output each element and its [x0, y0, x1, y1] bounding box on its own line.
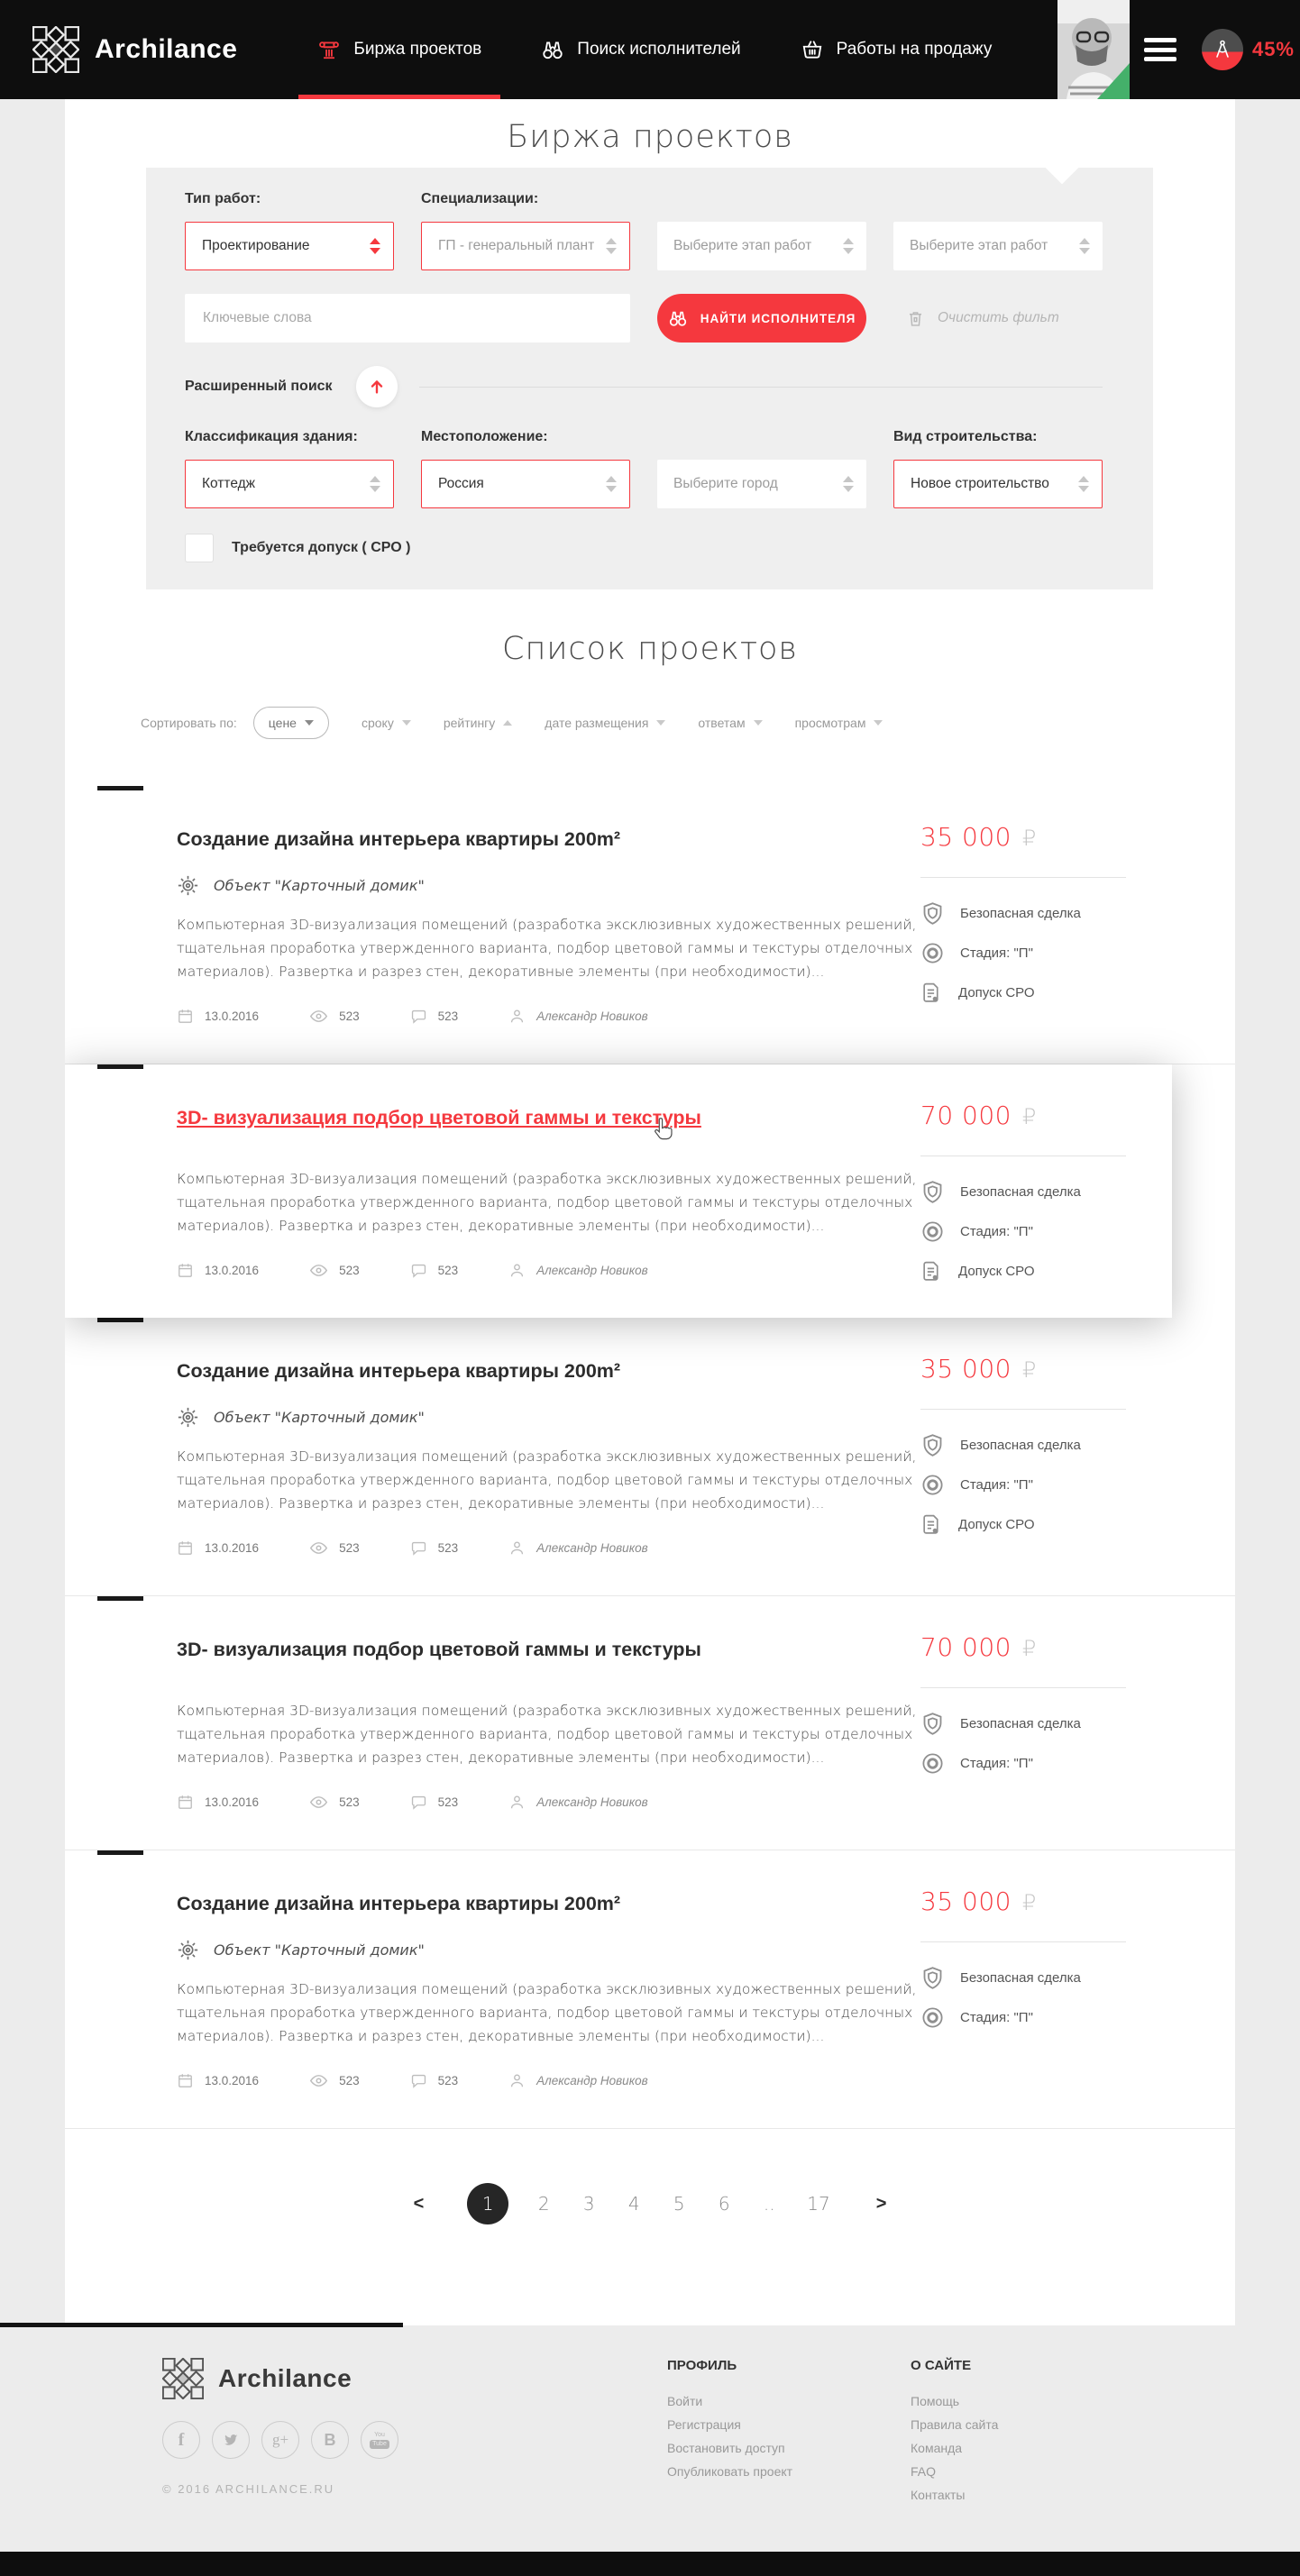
- project-meta: [177, 1793, 1127, 1812]
- project-author: Александр Новиков: [536, 1009, 648, 1023]
- badge-label: Стадия: "П": [960, 2010, 1033, 2025]
- facebook-icon[interactable]: f: [162, 2421, 200, 2459]
- project-comments: 523: [437, 1264, 459, 1277]
- project-badge: [920, 1751, 1146, 1776]
- project-description: Компьютерная 3D-визуализация помещений (разработка эксклюзивных художественных решений, тщательная проработка утвержденного варианта, подбор цветовой гаммы и текстуры отделочных материалов). Развертка и разрез стен, декоративные элементы (при необходимости)...: [177, 1703, 917, 1766]
- project-card: [65, 1850, 1235, 2129]
- find-button-label: НАЙТИ ИСПОЛНИТЕЛЯ: [700, 311, 856, 325]
- price-amount: 35 000: [920, 822, 1012, 852]
- comment-icon: [410, 1008, 427, 1025]
- project-date: 13.0.2016: [205, 2074, 260, 2087]
- project-object: Объект "Карточный домик": [214, 1409, 425, 1426]
- clear-filter-button[interactable]: [906, 309, 1059, 328]
- project-title[interactable]: Создание дизайна интерьера квартиры 200m²: [177, 1360, 621, 1382]
- select-arrows-icon: [599, 476, 617, 492]
- ruble-sign: ₽: [1021, 1636, 1037, 1661]
- comments-meta: [410, 1794, 459, 1811]
- views-meta: [309, 1261, 360, 1280]
- project-views: 523: [339, 1795, 360, 1809]
- building-class-value: Коттедж: [202, 476, 256, 491]
- pagination-page-5[interactable]: 5: [673, 2193, 685, 2215]
- calendar-icon: [177, 1539, 194, 1557]
- comments-meta: [410, 1008, 459, 1025]
- work-type-value: Проектирование: [202, 238, 310, 253]
- archilance-logo-icon: [162, 2358, 204, 2399]
- date-meta: [177, 1794, 259, 1811]
- author-meta[interactable]: [508, 1794, 648, 1811]
- sort-option-label: цене: [268, 716, 297, 730]
- comments-meta: [410, 1262, 459, 1279]
- nav-item-works-for-sale[interactable]: [782, 0, 1012, 99]
- project-card: [65, 786, 1235, 1064]
- sort-option-views[interactable]: [795, 716, 883, 730]
- menu-icon[interactable]: [1144, 38, 1176, 61]
- divider: [920, 877, 1126, 878]
- trash-icon: [906, 309, 925, 328]
- stage-icon: [920, 1473, 945, 1497]
- gear-icon: [177, 874, 199, 897]
- project-views: 523: [339, 2074, 360, 2087]
- project-price: [920, 1886, 1146, 1916]
- project-badge: [920, 1512, 1146, 1537]
- price-amount: 35 000: [920, 1354, 1012, 1384]
- pagination-page-2[interactable]: 2: [537, 2193, 550, 2215]
- ruble-sign: ₽: [1021, 1104, 1037, 1129]
- project-badges: [920, 1712, 1146, 1776]
- country-value: Россия: [438, 476, 484, 491]
- ruble-sign: ₽: [1021, 1357, 1037, 1383]
- clear-filter-label: Очистить фильт: [938, 310, 1059, 325]
- project-card-right: [920, 1354, 1146, 1552]
- pagination-page-6[interactable]: 6: [718, 2193, 730, 2215]
- badge-label: Допуск СРО: [958, 1517, 1035, 1532]
- sort-option-label: просмотрам: [794, 716, 866, 730]
- google-plus-icon[interactable]: g+: [261, 2421, 299, 2459]
- find-performer-button[interactable]: [657, 294, 866, 343]
- price-amount: 35 000: [920, 1886, 1012, 1916]
- badge-label: Безопасная сделка: [960, 1970, 1081, 1986]
- sort-bar: [141, 707, 1235, 739]
- sro-checkbox-label: Требуется допуск ( СРО ): [232, 540, 411, 555]
- badge-label: Стадия: "П": [960, 945, 1033, 961]
- footer-link-rules[interactable]: Правила сайта: [911, 2417, 999, 2432]
- calendar-icon: [177, 1794, 194, 1811]
- footer-brand-name: Archilance: [218, 2364, 352, 2392]
- shield-icon: [920, 1712, 945, 1736]
- project-date: 13.0.2016: [205, 1795, 260, 1809]
- construction-type-value: Новое строительство: [911, 476, 1049, 491]
- youtube-icon[interactable]: You Tube: [361, 2421, 398, 2459]
- project-meta: [177, 2071, 1127, 2090]
- price-amount: 70 000: [920, 1101, 1012, 1130]
- sort-option-date[interactable]: [545, 716, 665, 730]
- footer-link-login[interactable]: Войти: [667, 2394, 703, 2408]
- nav-label: Работы на продажу: [836, 40, 993, 59]
- project-views: 523: [339, 1009, 360, 1023]
- project-badge: [920, 1966, 1146, 1990]
- project-card: [65, 1318, 1235, 1596]
- project-views: 523: [339, 1541, 360, 1555]
- binoculars-icon: [541, 38, 564, 61]
- header: [0, 0, 1300, 99]
- project-description: Компьютерная 3D-визуализация помещений (разработка эксклюзивных художественных решений, тщательная проработка утвержденного варианта, подбор цветовой гаммы и текстуры отделочных материалов). Развертка и разрез стен, декоративные элементы (при необходимости)...: [177, 1981, 917, 2044]
- project-author: Александр Новиков: [536, 1795, 648, 1809]
- brand[interactable]: [32, 26, 237, 73]
- badge-label: Допуск СРО: [958, 1264, 1035, 1279]
- project-card-right: [920, 1632, 1146, 1791]
- shield-icon: [920, 1966, 945, 1990]
- project-card-right: [920, 1101, 1146, 1299]
- project-comments: 523: [437, 2074, 459, 2087]
- project-date: 13.0.2016: [205, 1264, 260, 1277]
- divider: [920, 1409, 1126, 1410]
- pagination-page-1[interactable]: 1: [467, 2183, 508, 2224]
- triangle-down-icon: [402, 720, 411, 726]
- advanced-search-label: Расширенный поиск: [185, 379, 333, 394]
- project-card: [65, 1596, 1235, 1850]
- select-arrows-icon: [362, 238, 380, 254]
- specialization-value: ГП - генеральный плант: [438, 238, 595, 253]
- city-select[interactable]: [657, 460, 866, 508]
- card-top-dash: [97, 1596, 143, 1601]
- shield-icon: [920, 1433, 945, 1457]
- project-price: [920, 1101, 1146, 1130]
- stage-icon: [920, 1751, 945, 1776]
- social-links: [162, 2421, 398, 2459]
- project-description: Компьютерная 3D-визуализация помещений (разработка эксклюзивных художественных решений, тщательная проработка утвержденного варианта, подбор цветовой гаммы и текстуры отделочных материалов). Развертка и разрез стен, декоративные элементы (при необходимости)...: [177, 1448, 917, 1512]
- location-label: Местоположение:: [421, 429, 548, 444]
- type-label: Тип работ:: [185, 191, 261, 206]
- eye-icon: [309, 1539, 328, 1557]
- triangle-down-icon: [754, 720, 763, 726]
- badge-label: Стадия: "П": [960, 1224, 1033, 1239]
- progress-percent: 45%: [1251, 38, 1295, 60]
- badge-label: Безопасная сделка: [960, 906, 1081, 921]
- footer-accent-line: [0, 2323, 403, 2327]
- pagination-prev-button[interactable]: <: [413, 2193, 425, 2214]
- project-card-right: [920, 1886, 1146, 2045]
- twitter-icon[interactable]: [212, 2421, 250, 2459]
- comment-icon: [410, 2072, 427, 2089]
- project-date: 13.0.2016: [205, 1541, 260, 1555]
- project-title[interactable]: 3D- визуализация подбор цветовой гаммы и текстуры: [177, 1104, 925, 1131]
- project-badge: [920, 1219, 1146, 1244]
- project-object: Объект "Карточный домик": [214, 1941, 425, 1959]
- ruble-sign: ₽: [1021, 826, 1037, 851]
- project-object: Объект "Карточный домик": [214, 877, 425, 894]
- work-stage-select-2[interactable]: [893, 222, 1103, 270]
- copyright: © 2016 ARCHILANCE.RU: [162, 2482, 335, 2496]
- project-author: Александр Новиков: [536, 1541, 648, 1555]
- eye-icon: [309, 2071, 328, 2090]
- footer-link-faq[interactable]: FAQ: [911, 2464, 937, 2479]
- project-comments: 523: [437, 1795, 459, 1809]
- select-arrows-icon: [1071, 476, 1089, 492]
- binoculars-icon: [668, 308, 688, 328]
- comments-meta: [410, 2072, 459, 2089]
- project-badge: [920, 981, 1146, 1005]
- sro-checkbox[interactable]: [185, 534, 214, 562]
- date-meta: [177, 1539, 259, 1557]
- views-meta: [309, 1007, 360, 1026]
- select-arrows-icon: [836, 238, 854, 254]
- person-icon: [508, 1008, 526, 1025]
- header-right: [1057, 0, 1295, 99]
- gear-icon: [177, 1939, 199, 1961]
- project-badges: [920, 1180, 1146, 1283]
- person-icon: [508, 2072, 526, 2089]
- construction-type-select[interactable]: [893, 460, 1103, 508]
- project-badge: [920, 1473, 1146, 1497]
- project-author: Александр Новиков: [536, 2074, 648, 2087]
- triangle-down-icon: [656, 720, 665, 726]
- stage-placeholder: Выберите этап работ: [673, 238, 812, 253]
- project-title[interactable]: 3D- визуализация подбор цветовой гаммы и текстуры: [177, 1639, 701, 1660]
- eye-icon: [309, 1793, 328, 1812]
- spec-label: Специализации:: [421, 191, 539, 206]
- project-price: [920, 1632, 1146, 1662]
- stage-icon: [920, 1219, 945, 1244]
- project-badge: [920, 941, 1146, 965]
- hand-cursor-icon: [653, 1118, 674, 1141]
- project-title[interactable]: Создание дизайна интерьера квартиры 200m²: [177, 828, 621, 850]
- select-arrows-icon: [599, 238, 617, 254]
- footer-link-help[interactable]: Помощь: [911, 2394, 960, 2408]
- comment-icon: [410, 1262, 427, 1279]
- triangle-up-icon: [503, 720, 512, 726]
- project-price: [920, 822, 1146, 852]
- archilance-logo-icon: [32, 26, 79, 73]
- badge-label: Безопасная сделка: [960, 1438, 1081, 1453]
- build-type-label: Вид строительства:: [893, 429, 1038, 444]
- basket-icon: [801, 38, 824, 61]
- project-badge: [920, 1180, 1146, 1204]
- project-comments: 523: [437, 1541, 459, 1555]
- sort-option-label: сроку: [361, 716, 394, 730]
- user-avatar[interactable]: [1057, 0, 1130, 99]
- project-comments: 523: [437, 1009, 459, 1023]
- person-icon: [508, 1539, 526, 1557]
- person-icon: [508, 1794, 526, 1811]
- country-select[interactable]: [421, 460, 630, 508]
- project-price: [920, 1354, 1146, 1384]
- eye-icon: [309, 1007, 328, 1026]
- nav-label: Биржа проектов: [353, 40, 482, 59]
- footer-column-about: [911, 2358, 998, 2507]
- card-top-dash: [97, 1850, 143, 1855]
- eye-icon: [309, 1261, 328, 1280]
- pagination-page-4[interactable]: 4: [627, 2193, 640, 2215]
- project-badges: [920, 1433, 1146, 1537]
- specialization-select[interactable]: [421, 222, 630, 270]
- stage-icon: [920, 941, 945, 965]
- select-arrows-icon: [1072, 238, 1090, 254]
- project-title[interactable]: Создание дизайна интерьера квартиры 200m²: [177, 1893, 621, 1914]
- footer-link-contacts[interactable]: Контакты: [911, 2488, 966, 2502]
- sort-option-label: рейтингу: [443, 716, 496, 730]
- date-meta: [177, 1262, 259, 1279]
- divider: [920, 1941, 1126, 1942]
- select-arrows-icon: [836, 476, 854, 492]
- author-meta[interactable]: [508, 1539, 648, 1557]
- badge-label: Допуск СРО: [958, 985, 1035, 1000]
- class-label: Классификация здания:: [185, 429, 358, 444]
- vkontakte-icon[interactable]: B: [311, 2421, 349, 2459]
- building-class-select[interactable]: [185, 460, 394, 508]
- views-meta: [309, 1539, 360, 1557]
- projects-list: [65, 786, 1235, 2129]
- card-top-dash: [97, 1318, 143, 1322]
- price-amount: 70 000: [920, 1632, 1012, 1662]
- sort-option-label: ответам: [698, 716, 746, 730]
- ruble-sign: ₽: [1021, 1890, 1037, 1915]
- comment-icon: [410, 1539, 427, 1557]
- date-meta: [177, 1008, 259, 1025]
- sort-option-rating[interactable]: [444, 716, 512, 730]
- gear-icon: [177, 1406, 199, 1429]
- triangle-down-icon: [305, 720, 314, 726]
- bottom-bar: [0, 2552, 1300, 2576]
- brand-name: Archilance: [95, 34, 238, 64]
- main-content: [65, 99, 1235, 2325]
- profile-progress-badge[interactable]: [1202, 29, 1243, 70]
- project-badge: [920, 901, 1146, 926]
- comment-icon: [410, 1794, 427, 1811]
- badge-label: Безопасная сделка: [960, 1184, 1081, 1200]
- calendar-icon: [177, 1008, 194, 1025]
- nav-item-projects-exchange[interactable]: [298, 0, 500, 99]
- nav-label: Поиск исполнителей: [577, 40, 741, 59]
- pagination-page-3[interactable]: 3: [582, 2193, 595, 2215]
- project-description: Компьютерная 3D-визуализация помещений (разработка эксклюзивных художественных решений, тщательная проработка утвержденного варианта, подбор цветовой гаммы и текстуры отделочных материалов). Развертка и разрез стен, декоративные элементы (при необходимости)...: [177, 1171, 917, 1234]
- city-placeholder: Выберите город: [673, 476, 778, 491]
- views-meta: [309, 1793, 360, 1812]
- project-badge: [920, 2005, 1146, 2030]
- footer-link-restore-access[interactable]: Востановить доступ: [667, 2441, 785, 2455]
- pagination-next-button[interactable]: >: [875, 2193, 887, 2214]
- triangle-down-icon: [874, 720, 883, 726]
- footer-link-publish-project[interactable]: Опубликовать проект: [667, 2464, 793, 2479]
- filter-panel: [146, 168, 1153, 589]
- sort-option-label: дате размещения: [545, 716, 649, 730]
- divider: [419, 387, 1103, 388]
- project-author: Александр Новиков: [536, 1264, 648, 1277]
- select-arrows-icon: [362, 476, 380, 492]
- project-badge: [920, 1259, 1146, 1283]
- nav-item-find-performers[interactable]: [522, 0, 759, 99]
- keywords-input[interactable]: [185, 294, 630, 343]
- collapse-advanced-button[interactable]: [356, 366, 398, 407]
- pagination: [65, 2183, 1235, 2224]
- calendar-icon: [177, 2072, 194, 2089]
- badge-label: Стадия: "П": [960, 1477, 1033, 1493]
- footer: [0, 2325, 1300, 2552]
- footer-link-team[interactable]: Команда: [911, 2441, 963, 2455]
- project-views: 523: [339, 1264, 360, 1277]
- badge-label: Стадия: "П": [960, 1756, 1033, 1771]
- card-top-dash: [97, 1064, 143, 1069]
- project-badge: [920, 1433, 1146, 1457]
- projects-list-title: Список проектов: [502, 631, 798, 667]
- comments-meta: [410, 1539, 459, 1557]
- pagination-ellipsis: ..: [763, 2193, 775, 2215]
- footer-column-title: О САЙТЕ: [911, 2358, 972, 2373]
- project-badge: [920, 1712, 1146, 1736]
- project-description: Компьютерная 3D-визуализация помещений (разработка эксклюзивных художественных решений, тщательная проработка утвержденного варианта, подбор цветовой гаммы и текстуры отделочных материалов). Развертка и разрез стен, декоративные элементы (при необходимости)...: [177, 917, 917, 980]
- date-meta: [177, 2072, 259, 2089]
- column-icon: [317, 38, 341, 61]
- author-meta[interactable]: [508, 1262, 648, 1279]
- sro-doc-icon: [920, 1512, 943, 1537]
- views-meta: [309, 2071, 360, 2090]
- arrow-up-icon: [367, 377, 387, 397]
- calendar-icon: [177, 1262, 194, 1279]
- work-stage-select-1[interactable]: [657, 222, 866, 270]
- sort-option-answers[interactable]: [698, 716, 762, 730]
- sort-label: Сортировать по:: [141, 716, 237, 730]
- project-card-right: [920, 822, 1146, 1020]
- sort-option-term[interactable]: [362, 716, 411, 730]
- pagination-page-17[interactable]: 17: [807, 2193, 830, 2215]
- shield-icon: [920, 1180, 945, 1204]
- footer-link-register[interactable]: Регистрация: [667, 2417, 741, 2432]
- project-card: [65, 1064, 1172, 1318]
- sro-doc-icon: [920, 981, 943, 1005]
- shield-icon: [920, 901, 945, 926]
- author-meta[interactable]: [508, 2072, 648, 2089]
- card-top-dash: [97, 786, 143, 790]
- main-nav: [298, 0, 1032, 99]
- page-title: Биржа проектов: [507, 119, 793, 155]
- footer-column-title: ПРОФИЛЬ: [667, 2358, 737, 2373]
- compass-icon: [1212, 39, 1233, 60]
- sort-option-price[interactable]: [253, 707, 329, 739]
- badge-label: Безопасная сделка: [960, 1716, 1081, 1731]
- stage-placeholder: Выберите этап работ: [910, 238, 1048, 253]
- divider: [920, 1687, 1126, 1688]
- footer-brand[interactable]: [162, 2358, 398, 2399]
- author-meta[interactable]: [508, 1008, 648, 1025]
- person-icon: [508, 1262, 526, 1279]
- footer-column-profile: [667, 2358, 792, 2483]
- stage-icon: [920, 2005, 945, 2030]
- project-badges: [920, 901, 1146, 1005]
- project-badges: [920, 1966, 1146, 2030]
- work-type-select[interactable]: [185, 222, 394, 270]
- project-date: 13.0.2016: [205, 1009, 260, 1023]
- sro-doc-icon: [920, 1259, 943, 1283]
